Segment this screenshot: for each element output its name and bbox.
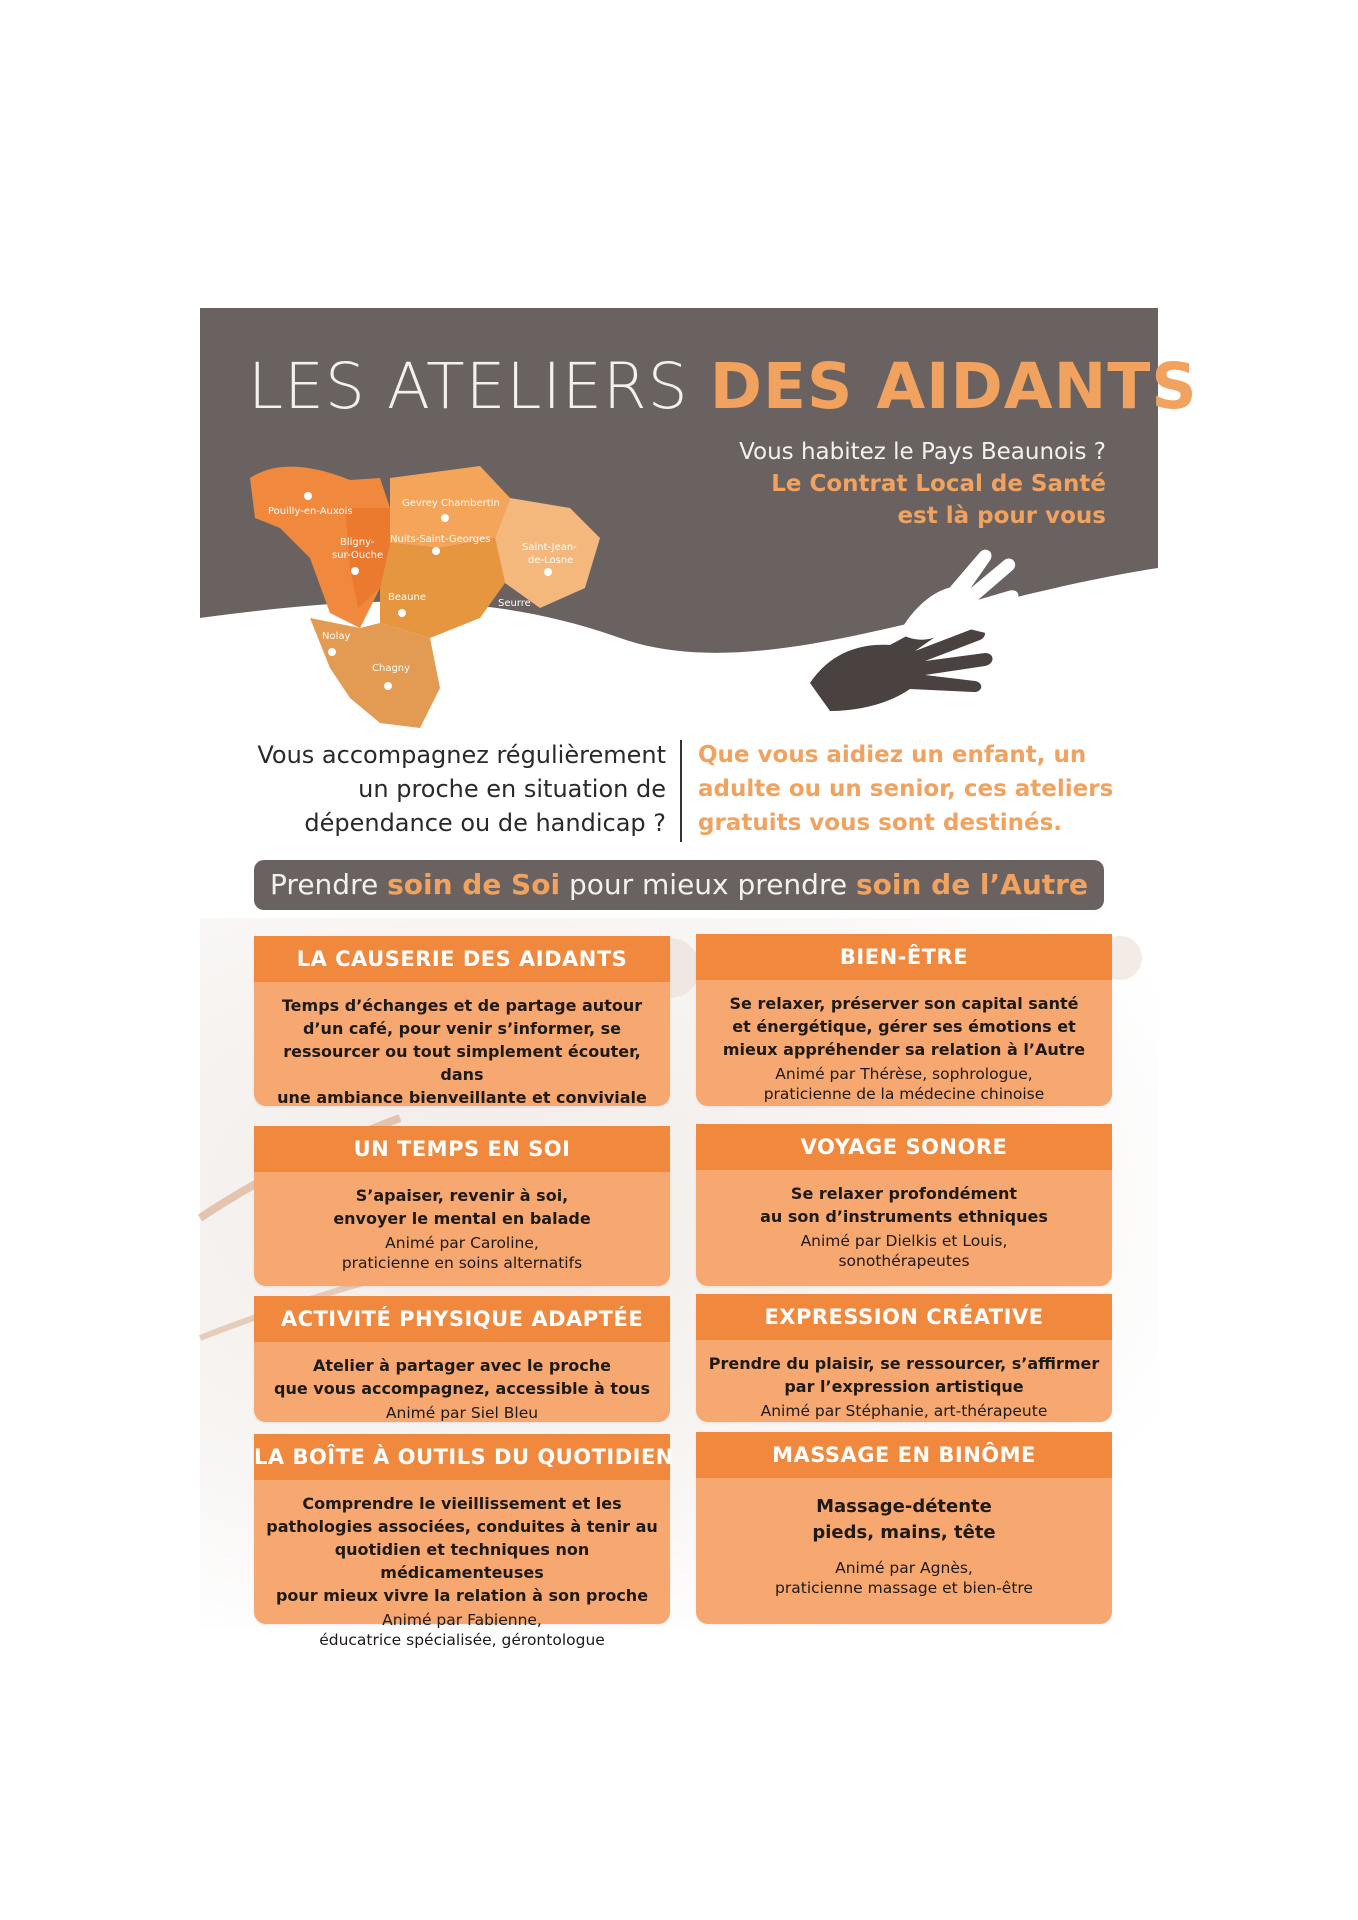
tagline-contract-1: Le Contrat Local de Santé bbox=[771, 471, 1106, 497]
workshop-title: ACTIVITÉ PHYSIQUE ADAPTÉE bbox=[254, 1296, 670, 1342]
banner-part-1: Prendre bbox=[270, 868, 388, 901]
workshop-animator-line: praticienne de la médecine chinoise bbox=[763, 1085, 1045, 1103]
intro-divider bbox=[680, 740, 682, 842]
workshop-animator-line: Animé par Dielkis et Louis, bbox=[800, 1232, 1008, 1250]
workshop-card-massage bbox=[696, 1432, 1112, 1624]
workshop-title: LA BOÎTE À OUTILS DU QUOTIDIEN bbox=[254, 1434, 670, 1480]
map-label-saint-jean-1: Saint-Jean- bbox=[522, 542, 577, 553]
workshop-desc-line: Atelier à partager avec le proche bbox=[313, 1356, 611, 1375]
workshop-animator-line: praticienne en soins alternatifs bbox=[341, 1254, 583, 1272]
workshop-desc-line: une ambiance bienveillante et conviviale bbox=[277, 1088, 647, 1107]
intro-left bbox=[236, 738, 666, 840]
workshop-desc-line: au son d’instruments ethniques bbox=[760, 1207, 1048, 1226]
workshop-desc-line: pour mieux vivre la relation à son proche bbox=[275, 1586, 649, 1605]
workshop-animator-line: Animé par Caroline, bbox=[385, 1234, 539, 1252]
banner-part-2: soin de Soi bbox=[387, 868, 561, 901]
page-title bbox=[248, 350, 1198, 423]
map-label-pouilly: Pouilly-en-Auxois bbox=[268, 506, 353, 517]
tagline-question: Vous habitez le Pays Beaunois ? bbox=[739, 439, 1106, 465]
workshop-title: LA CAUSERIE DES AIDANTS bbox=[254, 936, 670, 982]
intro-right bbox=[698, 738, 1138, 840]
workshop-desc-line: quotidien et techniques non médicamenteuses bbox=[334, 1540, 590, 1582]
workshop-desc-line: mieux appréhender sa relation à l’Autre bbox=[722, 1040, 1086, 1059]
workshop-title: UN TEMPS EN SOI bbox=[254, 1126, 670, 1172]
flyer bbox=[200, 308, 1198, 1649]
workshop-title: VOYAGE SONORE bbox=[696, 1124, 1112, 1170]
title-light: LES ATELIERS bbox=[248, 350, 689, 423]
intro-right-line: gratuits vous sont destinés. bbox=[698, 810, 1063, 836]
intro-left-line: dépendance ou de handicap ? bbox=[304, 809, 666, 837]
workshop-desc-line: Se relaxer, préserver son capital santé bbox=[729, 994, 1079, 1013]
workshop-title: MASSAGE EN BINÔME bbox=[696, 1432, 1112, 1478]
workshop-desc-line: pieds, mains, tête bbox=[812, 1522, 996, 1543]
workshop-title: BIEN-ÊTRE bbox=[696, 934, 1112, 980]
workshop-desc-line: S’apaiser, revenir à soi, bbox=[355, 1186, 569, 1205]
workshop-animator-line: Animé par Siel Bleu bbox=[385, 1404, 539, 1422]
workshop-desc-line: pathologies associées, conduites à tenir au bbox=[266, 1517, 658, 1536]
workshop-desc-line: Temps d’échanges et de partage autour bbox=[281, 996, 643, 1015]
intro-left-line: un proche en situation de bbox=[358, 775, 666, 803]
intro-right-line: Que vous aidiez un enfant, un bbox=[698, 742, 1087, 768]
workshop-desc-line: Prendre du plaisir, se ressourcer, s’affirmer bbox=[708, 1354, 1100, 1373]
workshop-desc-line: ressourcer ou tout simplement écouter, dans bbox=[283, 1042, 641, 1084]
workshop-desc-line: que vous accompagnez, accessible à tous bbox=[274, 1379, 650, 1398]
map-label-beaune: Beaune bbox=[388, 592, 426, 603]
workshop-desc-line: Massage-détente bbox=[816, 1496, 992, 1517]
workshop-animator-line: éducatrice spécialisée, gérontologue bbox=[319, 1631, 605, 1649]
map-label-bligny-1: Bligny- bbox=[340, 537, 375, 548]
map-label-bligny-2: sur-Ouche bbox=[332, 550, 384, 561]
map-label-gevrey: Gevrey Chambertin bbox=[402, 498, 500, 509]
title-strong: DES AIDANTS bbox=[709, 350, 1198, 423]
workshop-desc-line: Se relaxer profondément bbox=[790, 1184, 1018, 1203]
tagline bbox=[739, 436, 1106, 532]
workshop-card-temps-en-soi bbox=[254, 1126, 670, 1286]
hands-icon bbox=[790, 533, 1020, 733]
workshop-animator-line: Animé par Agnès, bbox=[835, 1559, 973, 1577]
region-map bbox=[240, 438, 710, 738]
workshop-card-activite-physique bbox=[254, 1296, 670, 1422]
workshop-desc-line: par l’expression artistique bbox=[784, 1377, 1024, 1396]
workshop-card-boite-a-outils bbox=[254, 1434, 674, 1649]
tagline-contract-2: est là pour vous bbox=[897, 503, 1106, 529]
workshop-animator-line: praticienne massage et bien-être bbox=[775, 1579, 1033, 1597]
workshop-card-bien-etre bbox=[696, 934, 1112, 1106]
workshop-animator-line: Animé par Thérèse, sophrologue, bbox=[775, 1065, 1033, 1083]
banner-part-3: pour mieux prendre bbox=[560, 868, 856, 901]
workshop-title: EXPRESSION CRÉATIVE bbox=[696, 1294, 1112, 1340]
slogan-banner bbox=[254, 860, 1104, 910]
map-label-nolay: Nolay bbox=[322, 631, 351, 642]
workshop-card-expression-creative bbox=[696, 1294, 1112, 1422]
workshop-desc-line: et énergétique, gérer ses émotions et bbox=[732, 1017, 1076, 1036]
workshop-animator-line: Animé par Stéphanie, art-thérapeute bbox=[760, 1402, 1048, 1420]
workshop-card-causerie bbox=[254, 936, 670, 1106]
map-label-chagny: Chagny bbox=[372, 663, 411, 674]
workshop-animator-line: sonothérapeutes bbox=[838, 1252, 970, 1270]
workshop-desc-line: d’un café, pour venir s’informer, se bbox=[303, 1019, 621, 1038]
banner-part-4: soin de l’Autre bbox=[855, 868, 1088, 901]
map-label-seurre: Seurre bbox=[498, 598, 531, 609]
workshop-card-voyage-sonore bbox=[696, 1124, 1112, 1286]
map-label-saint-jean-2: de-Losne bbox=[528, 555, 574, 566]
map-label-nuits: Nuits-Saint-Georges bbox=[390, 534, 491, 545]
intro-right-line: adulte ou un senior, ces ateliers bbox=[698, 776, 1114, 802]
intro-left-line: Vous accompagnez régulièrement bbox=[257, 741, 666, 769]
workshop-desc-line: Comprendre le vieillissement et les bbox=[302, 1494, 622, 1513]
workshop-animator-line: Animé par Fabienne, bbox=[382, 1611, 542, 1629]
workshop-desc-line: envoyer le mental en balade bbox=[333, 1209, 591, 1228]
